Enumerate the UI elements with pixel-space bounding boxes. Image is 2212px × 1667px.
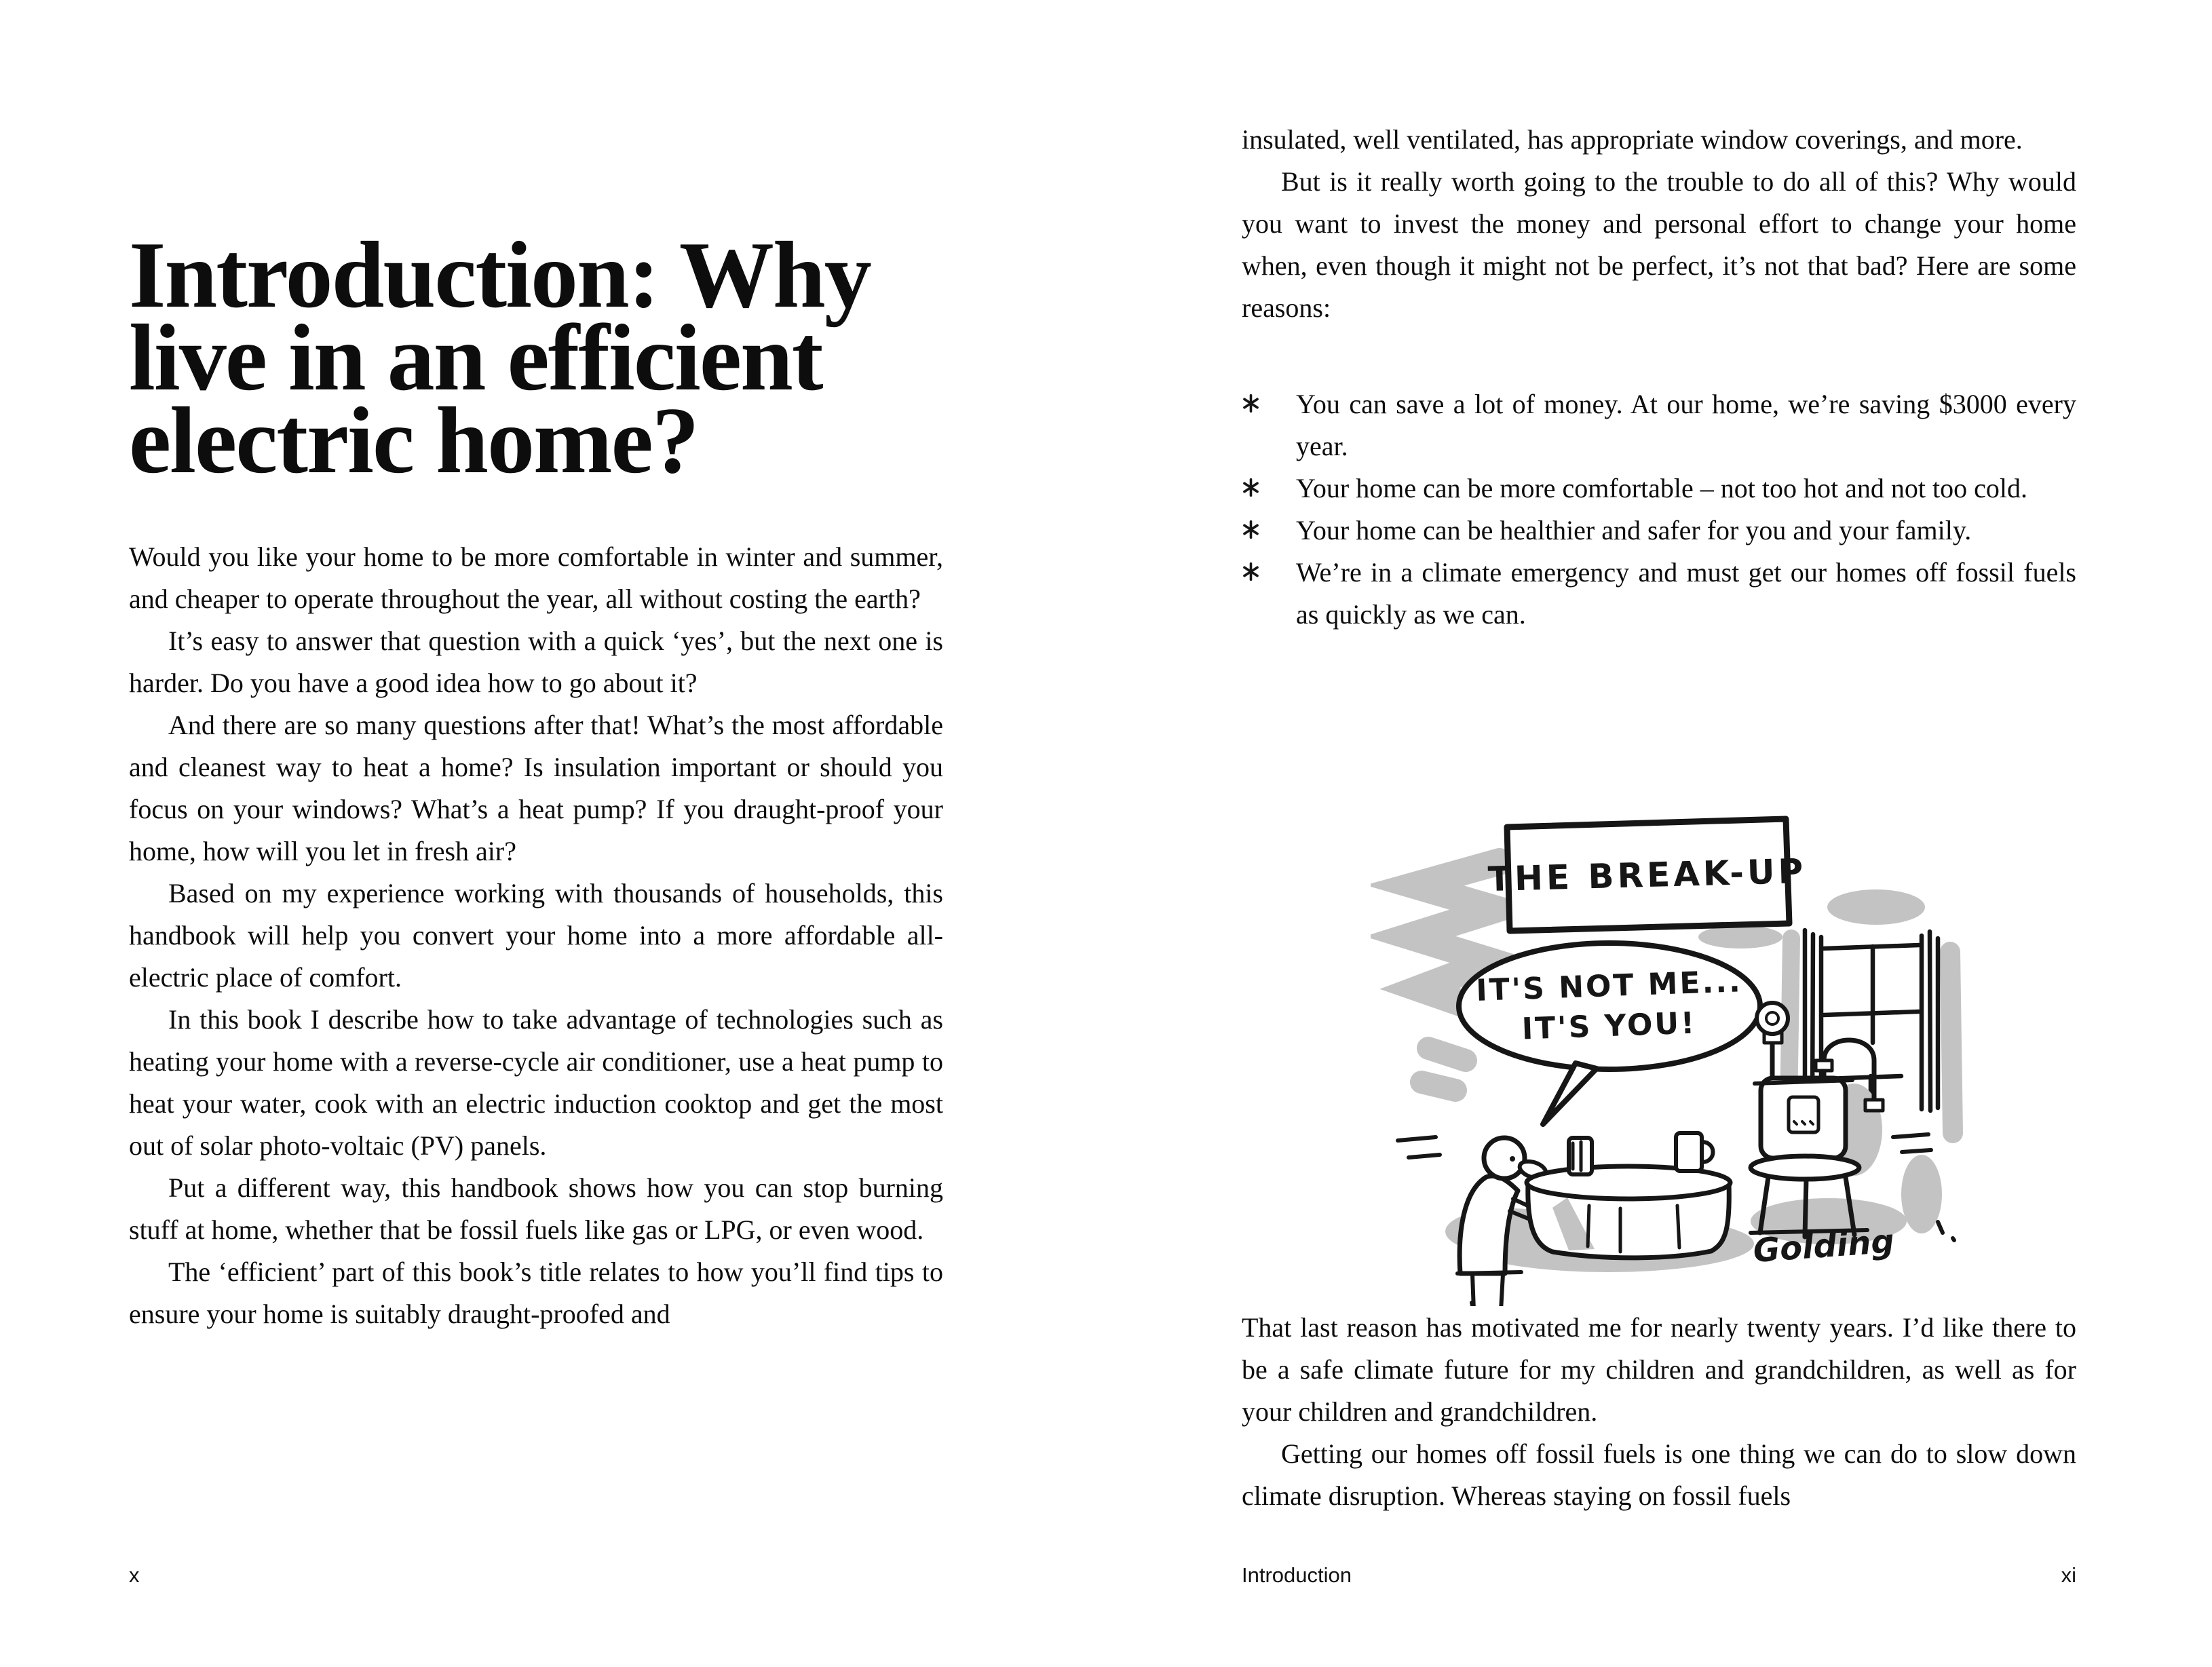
page-left [129,0,943,1667]
bullet-text: Your home can be more comfortable – not too hot and not too cold. [1296,473,2027,503]
paragraph: And there are so many questions after that! What’s the most affordable and cleanest way to heat a home? Is insulation important or should you focus on your windows? What’s a heat pump? If you draught-proof your home, how will you let in fresh air? [129,710,943,866]
bullet-text: We’re in a climate emergency and must get our homes off fossil fuels as quickly as we can. [1296,557,2076,630]
meter-dial-window [1789,1097,1818,1132]
mug-right [1676,1133,1713,1171]
bubble-text-line1: IT'S NOT ME... [1475,964,1743,1008]
scribble-shadow-small [1422,1048,1466,1090]
list-item [1242,383,2076,467]
left-page-body-text [129,536,943,1335]
right-wall-shadow [1901,1155,1942,1233]
chair-seat-line [1457,1272,1521,1273]
cartoon-drawing [1371,790,1981,1306]
list-item [1242,467,2076,510]
running-footer-chapter-label: Introduction [1242,1563,1352,1587]
bullet-text: Your home can be healthier and safer for you and your family. [1296,515,1972,545]
paragraph: Put a different way, this handbook shows how you can stop burning stuff at home, whether that be fossil fuels like gas or LPG, or even wood. [129,1172,943,1245]
sign-shadow [1698,925,1782,949]
sign-text: THE BREAK-UP [1487,851,1807,900]
paragraph: That last reason has motivated me for nearly twenty years. I’d like there to be a safe climate future for my children and grandchildren, as well as for your children and grandchildren. [1242,1312,2076,1427]
mug-left [1569,1138,1592,1174]
reasons-bullet-list [1242,383,2076,636]
person-eye [1510,1156,1515,1162]
bubble-text-line2: IT'S YOU! [1521,1005,1697,1047]
paragraph: But is it really worth going to the trouble to do all of this? Why would you want to invest the money and personal effort to change your home when, even though it might not be perfect, it’s not that bad? Here are some reasons: [1242,166,2076,323]
chapter-title-line: live in an efficient [129,305,822,410]
paragraph: In this book I describe how to take advantage of technologies such as heating your home with a reverse-cycle air conditioner, use a heat pump to heat your water, cook with an electric induction cooktop and get the most out of solar photo-voltaic (PV) panels. [129,1004,943,1161]
asterisk-bullet-icon [1242,520,1260,539]
list-item [1242,510,2076,552]
page-number-left: x [129,1563,140,1587]
bullet-marker [1242,383,1296,413]
chapter-title-line: electric home? [129,388,698,493]
bullet-marker [1242,510,1296,539]
gooseneck-fitting-left [1816,1060,1832,1071]
cartoonist-signature: Golding [1751,1222,1896,1270]
paragraph: Getting our homes off fossil fuels is one thing we can do to slow down climate disruption. Whereas staying on fossil fuels [1242,1438,2076,1511]
paragraph: The ‘efficient’ part of this book’s title relates to how you’ll find tips to ensure your home is suitably draught-proofed and [129,1257,943,1329]
page-number-right: xi [2061,1563,2076,1587]
speech-bubble-tail [1543,1063,1597,1124]
right-page-body-text-top [1242,119,2076,636]
breakup-cartoon-illustration [1371,790,1981,1306]
asterisk-bullet-icon [1242,478,1260,497]
chair-legs [1472,1274,1503,1306]
page-right [1242,0,2076,1667]
chapter-title [129,223,943,493]
list-item [1242,552,2076,636]
paragraph: Based on my experience working with thousands of households, this handbook will help you convert your home into a more affordable all-electric place of comfort. [129,878,943,993]
asterisk-bullet-icon [1242,394,1260,413]
bullet-text: You can save a lot of money. At our home, we’re saving $3000 every year. [1296,389,2076,461]
table [1527,1166,1730,1258]
window-shadow-top [1827,889,1925,925]
gooseneck-fitting-right [1865,1100,1883,1111]
bullet-marker [1242,552,1296,581]
chapter-title-line: Introduction: Why [129,223,871,328]
bullet-marker [1242,467,1296,497]
paragraph: It’s easy to answer that question with a quick ‘yes’, but the next one is harder. Do you have a good idea how to go about it? [129,626,943,698]
asterisk-bullet-icon [1242,562,1260,581]
person-head [1484,1138,1525,1179]
paragraph: insulated, well ventilated, has appropriate window coverings, and more. [1242,124,2023,155]
right-page-body-text-bottom [1242,1307,2076,1517]
meter-regulator-disc [1757,1003,1788,1034]
window-shadow-right [1950,952,1953,1133]
paragraph: Would you like your home to be more comfortable in winter and summer, and cheaper to operate throughout the year, all without costing the earth? [129,541,943,614]
